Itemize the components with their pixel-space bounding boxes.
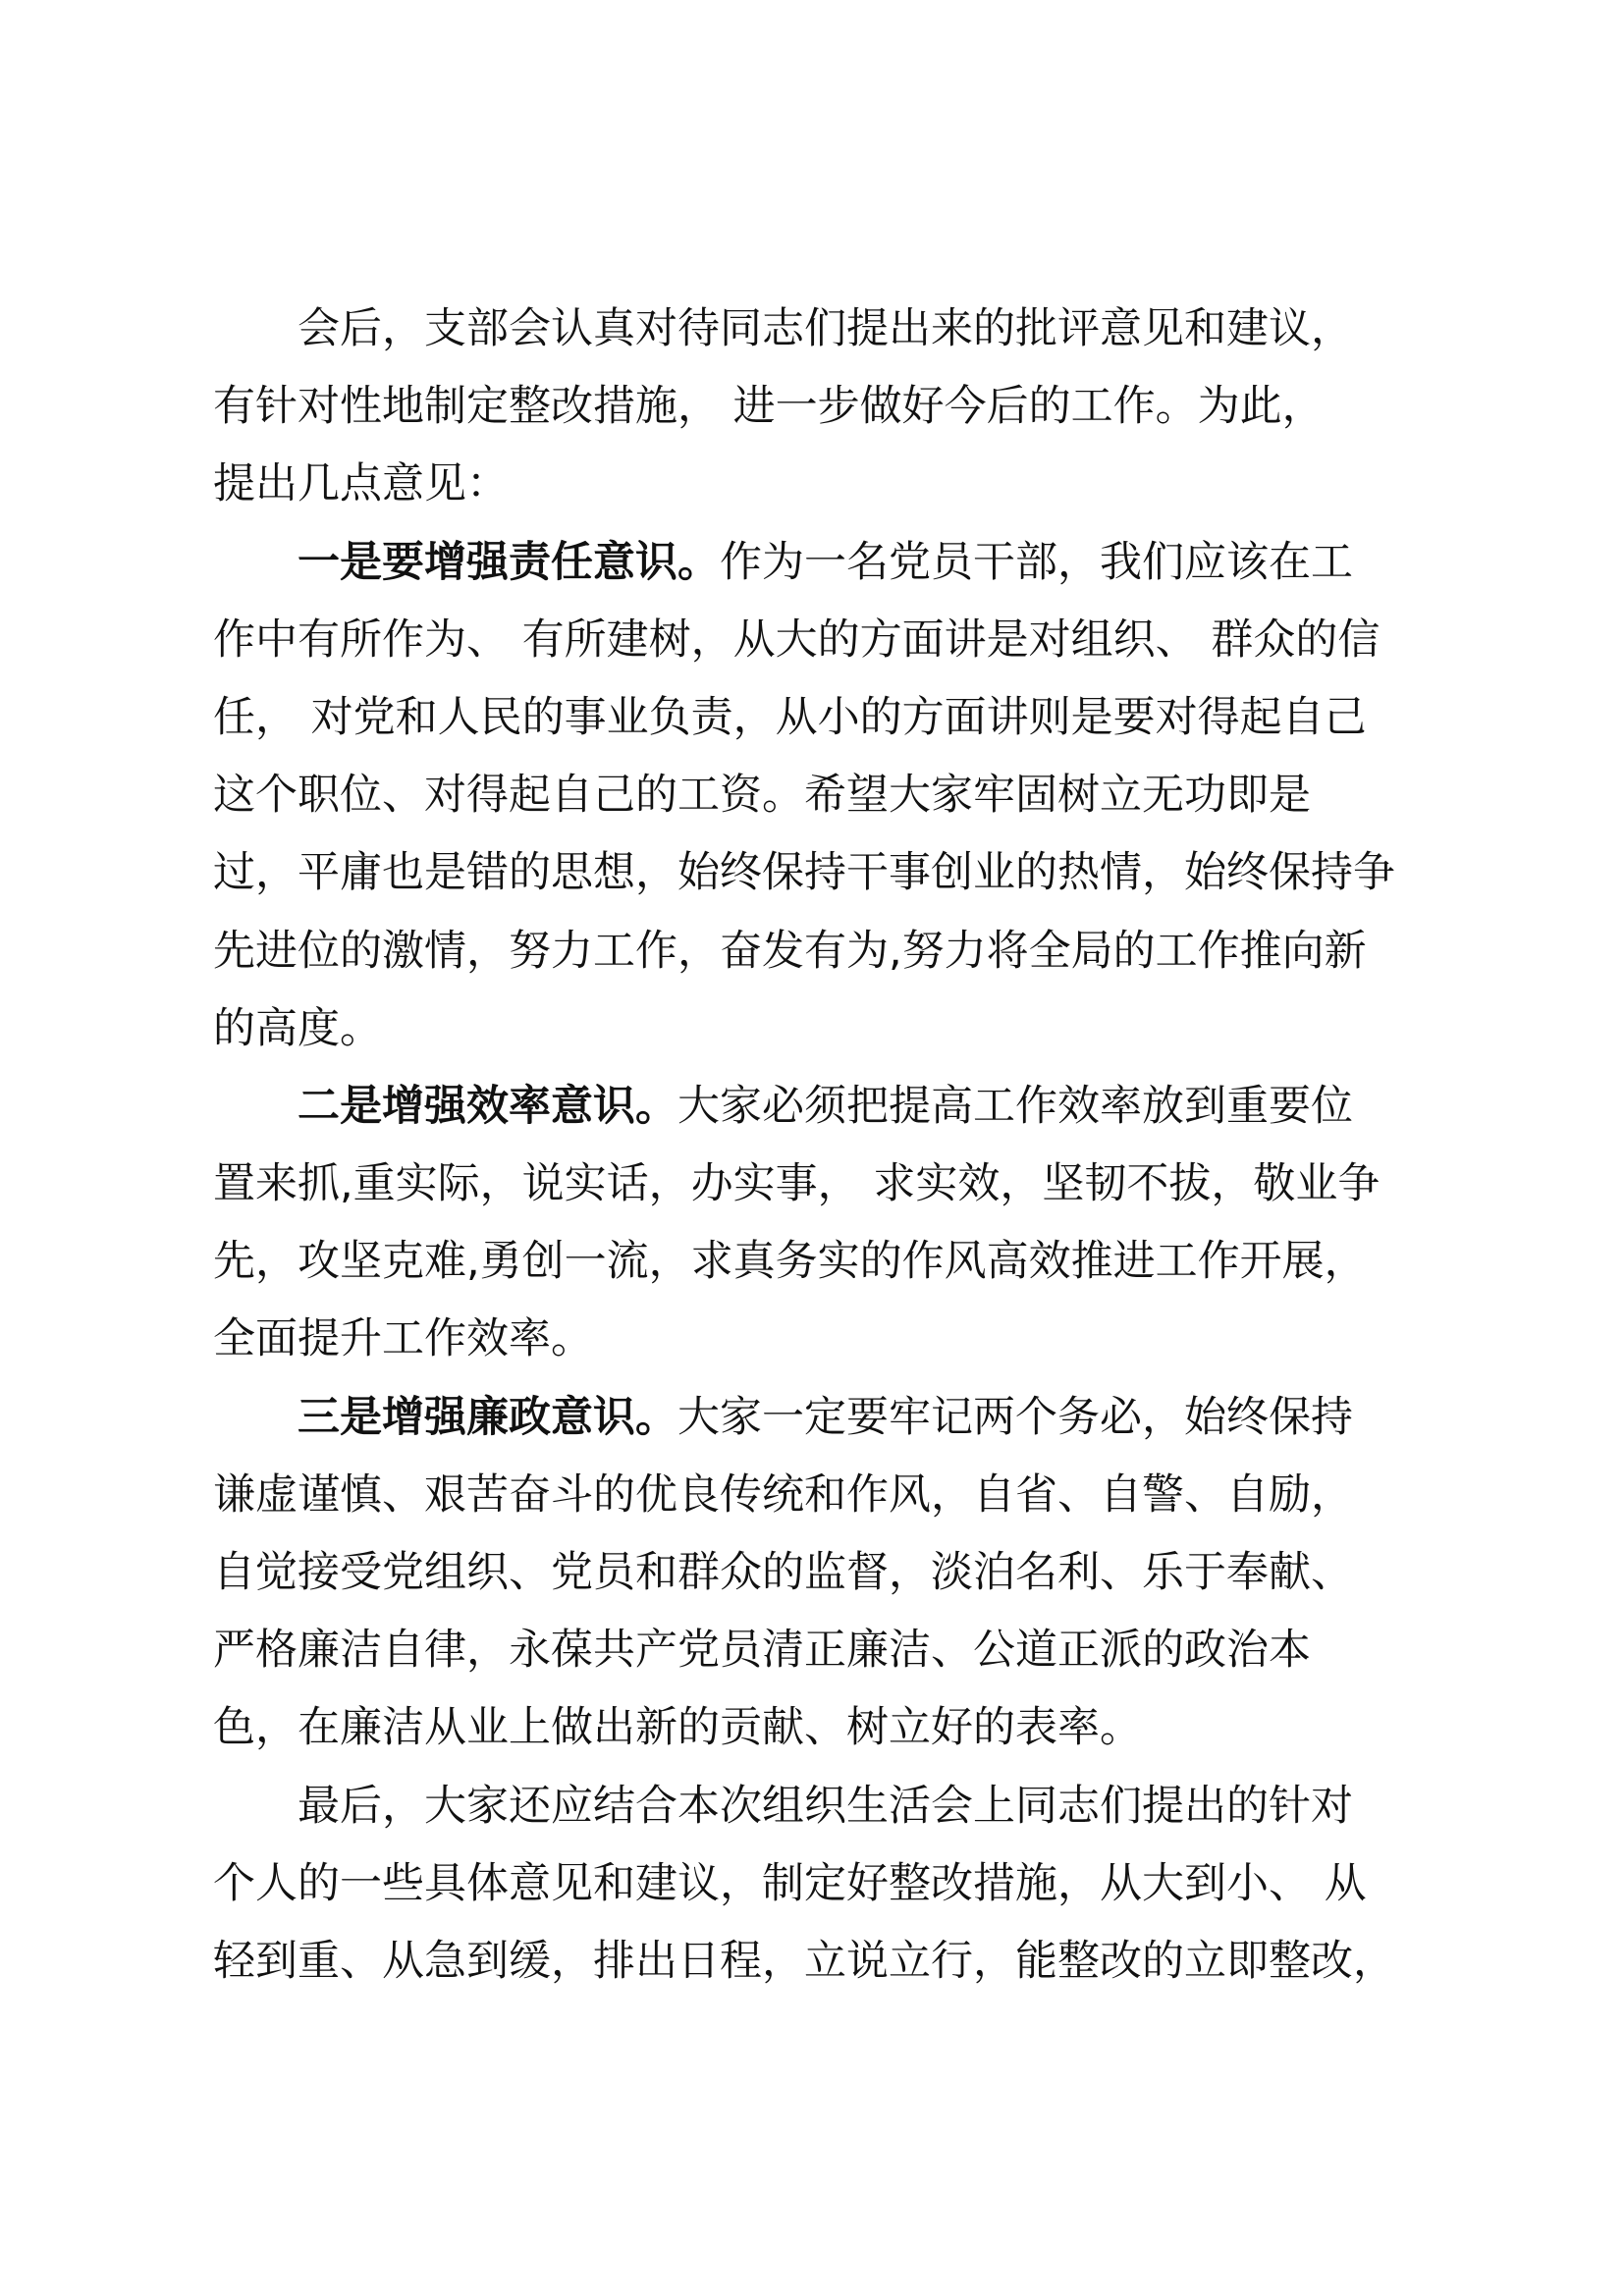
point-3-heading: 三是增强廉政意识。 — [298, 1392, 677, 1442]
text-span: 提出几点意见： — [213, 459, 509, 509]
text-span: 全面提升工作效率。 — [213, 1314, 593, 1364]
text-span: 自觉接受党组织、党员和群众的监督，淡泊名利、乐于奉献、 — [213, 1548, 1353, 1597]
text-span: 大家一定要牢记两个务必，始终保持 — [677, 1392, 1353, 1442]
text-span: 先，攻坚克难,勇创一流，求真务实的作风高效推进工作开展， — [213, 1237, 1367, 1287]
paragraph-intro-line-1 — [213, 291, 1421, 368]
paragraph-point-2-line-1 — [213, 1068, 1421, 1146]
point-1-heading: 一是要增强责任意识。 — [298, 537, 720, 587]
text-span: 的高度。 — [213, 1003, 382, 1053]
paragraph-point-1-line-4 — [213, 757, 1421, 834]
text-span: 会后，支部会认真对待同志们提出来的批评意见和建议， — [298, 304, 1353, 353]
text-span: 严格廉洁自律，永葆共产党员清正廉洁、公道正派的政治本 — [213, 1626, 1311, 1676]
paragraph-point-3-line-4 — [213, 1612, 1421, 1689]
paragraph-point-1-line-7 — [213, 990, 1421, 1068]
paragraph-point-3-line-5 — [213, 1689, 1421, 1767]
paragraph-point-2-line-3 — [213, 1223, 1421, 1301]
paragraph-closing-line-1 — [213, 1768, 1421, 1845]
paragraph-closing-line-3 — [213, 1923, 1421, 2001]
text-span: 作为一名党员干部，我们应该在工 — [720, 537, 1353, 587]
paragraph-point-1-line-2 — [213, 602, 1421, 679]
paragraph-intro-line-2 — [213, 368, 1421, 446]
paragraph-point-1-line-3 — [213, 679, 1421, 757]
paragraph-point-3-line-1 — [213, 1379, 1421, 1457]
paragraph-closing-line-2 — [213, 1845, 1421, 1923]
paragraph-intro-line-3 — [213, 446, 1421, 523]
text-span: 个人的一些具体意见和建议，制定好整改措施，从大到小、 从 — [213, 1858, 1367, 1908]
text-span: 这个职位、对得起自己的工资。希望大家牢固树立无功即是 — [213, 771, 1311, 821]
text-span: 置来抓,重实际，说实话，办实事， 求实效，坚韧不拔，敬业争 — [213, 1159, 1380, 1209]
text-span: 过，平庸也是错的思想，始终保持干事创业的热情，始终保持争 — [213, 848, 1395, 898]
text-span: 最后，大家还应结合本次组织生活会上同志们提出的针对 — [298, 1781, 1353, 1831]
text-span: 轻到重、从急到缓，排出日程，立说立行，能整改的立即整改， — [213, 1936, 1395, 1986]
text-span: 谦虚谨慎、艰苦奋斗的优良传统和作风，自省、自警、自励， — [213, 1469, 1353, 1520]
paragraph-point-2-line-2 — [213, 1146, 1421, 1223]
text-span: 作中有所作为、 有所建树，从大的方面讲是对组织、 群众的信 — [213, 614, 1380, 665]
paragraph-point-1-line-6 — [213, 913, 1421, 990]
point-2-heading: 二是增强效率意识。 — [298, 1081, 677, 1131]
text-span: 先进位的激情，努力工作，奋发有为,努力将全局的工作推向新 — [213, 926, 1367, 976]
text-span: 任， 对党和人民的事业负责，从小的方面讲则是要对得起自己 — [213, 692, 1367, 742]
text-span: 大家必须把提高工作效率放到重要位 — [677, 1081, 1353, 1131]
paragraph-point-1-line-1 — [213, 524, 1421, 602]
paragraph-point-3-line-3 — [213, 1534, 1421, 1612]
paragraph-point-2-line-4 — [213, 1301, 1421, 1378]
document-body — [213, 291, 1421, 2001]
text-span: 色，在廉洁从业上做出新的贡献、树立好的表率。 — [213, 1703, 1142, 1753]
paragraph-point-3-line-2 — [213, 1457, 1421, 1534]
text-span: 有针对性地制定整改措施， 进一步做好今后的工作。为此， — [213, 382, 1325, 432]
paragraph-point-1-line-5 — [213, 834, 1421, 912]
